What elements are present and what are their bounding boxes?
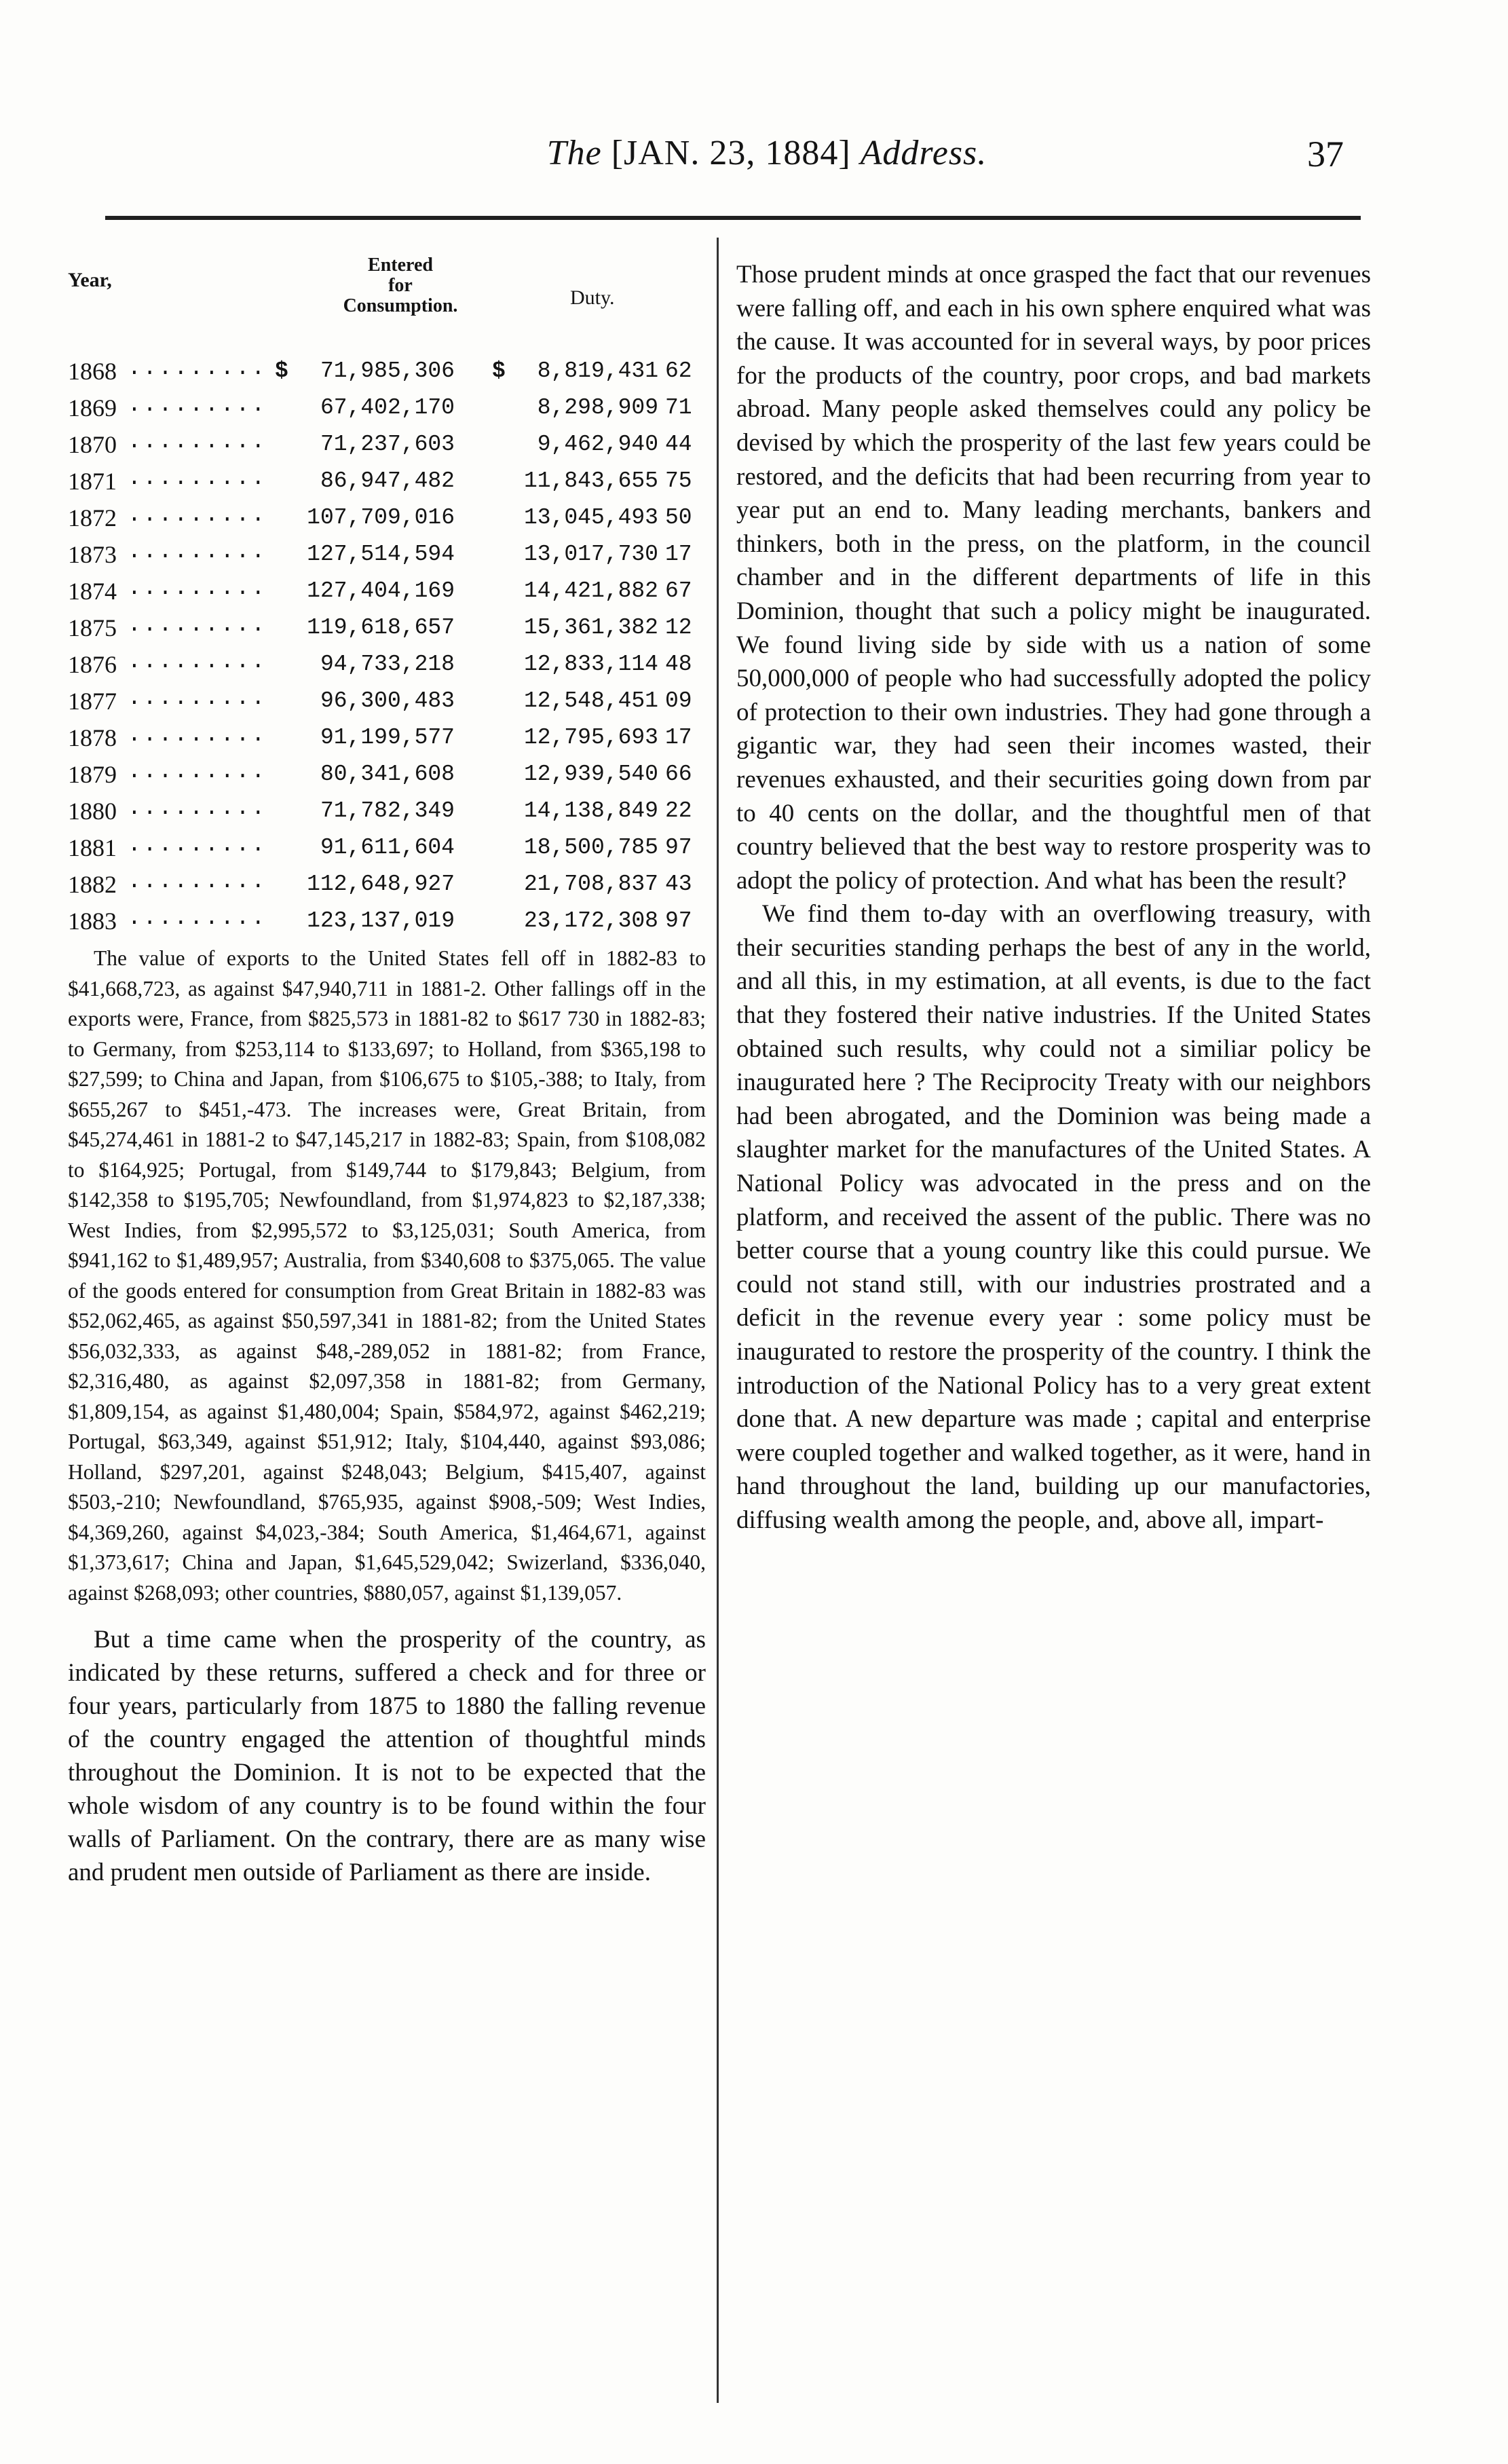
cents-cell: 97	[665, 908, 692, 933]
year-cell: 1877	[68, 688, 117, 715]
duty-column-header: Duty.	[570, 286, 615, 309]
cents-cell: 48	[665, 652, 692, 677]
table-row	[68, 500, 706, 536]
duty-cell: 13,045,493	[523, 505, 658, 530]
year-cell: 1875	[68, 614, 117, 641]
entered-cell: 112,648,927	[307, 872, 455, 897]
duty-cell: 9,462,940	[537, 432, 658, 457]
entered-cell: 71,985,306	[320, 358, 455, 384]
year-cell: 1880	[68, 798, 117, 825]
entered-cell: 94,733,218	[320, 652, 455, 677]
table-row	[68, 463, 706, 500]
table-row	[68, 903, 706, 939]
table-row	[68, 426, 706, 463]
leader-dots: .........	[128, 612, 267, 637]
table-row	[68, 720, 706, 756]
entered-cell: 80,341,608	[320, 762, 455, 787]
entered-cell: 91,199,577	[320, 725, 455, 750]
leader-dots: .........	[128, 466, 267, 491]
year-cell: 1872	[68, 504, 117, 531]
dollar-sign: $	[492, 358, 506, 384]
leader-dots: .........	[128, 906, 267, 931]
year-cell: 1870	[68, 431, 117, 458]
leader-dots: .........	[128, 686, 267, 711]
leader-dots: .........	[128, 832, 267, 857]
page-number: 37	[1307, 134, 1344, 174]
year-cell: 1876	[68, 651, 117, 678]
leader-dots: .........	[128, 869, 267, 894]
entered-cell: 91,611,604	[320, 835, 455, 860]
entered-header-line-2: for	[388, 275, 413, 296]
leader-dots: .........	[128, 722, 267, 747]
cents-cell: 71	[665, 395, 692, 420]
cents-cell: 97	[665, 835, 692, 860]
running-header	[102, 133, 1391, 194]
running-title	[441, 133, 1093, 173]
title-date: [JAN. 23, 1884]	[611, 134, 851, 172]
entered-cell: 71,782,349	[320, 798, 455, 823]
cents-cell: 67	[665, 578, 692, 603]
leader-dots: .........	[128, 759, 267, 784]
duty-cell: 11,843,655	[523, 468, 658, 493]
leader-dots: .........	[128, 649, 267, 674]
cents-cell: 22	[665, 798, 692, 823]
leader-dots: .........	[128, 502, 267, 527]
duty-cell: 21,708,837	[523, 872, 658, 897]
year-cell: 1882	[68, 871, 117, 898]
title-word: The	[546, 134, 602, 172]
entered-cell: 96,300,483	[320, 688, 455, 713]
year-cell: 1873	[68, 541, 117, 568]
duty-cell: 8,819,431	[537, 358, 658, 384]
duty-cell: 14,138,849	[523, 798, 658, 823]
duty-cell: 15,361,382	[523, 615, 658, 640]
leader-dots: .........	[128, 356, 267, 381]
table-header	[68, 251, 706, 353]
table-row	[68, 646, 706, 683]
cents-cell: 66	[665, 762, 692, 787]
cents-cell: 17	[665, 542, 692, 567]
year-cell: 1871	[68, 468, 117, 495]
leader-dots: .........	[128, 392, 267, 417]
duty-cell: 12,548,451	[523, 688, 658, 713]
table-row	[68, 866, 706, 903]
cents-cell: 50	[665, 505, 692, 530]
table-row	[68, 829, 706, 866]
entered-cell: 86,947,482	[320, 468, 455, 493]
table-row	[68, 793, 706, 829]
cents-cell: 75	[665, 468, 692, 493]
duty-cell: 13,017,730	[523, 542, 658, 567]
left-column	[68, 251, 706, 1889]
imports-table	[68, 251, 706, 939]
table-row	[68, 610, 706, 646]
right-paragraph-2: We find them to-day with an overflowing treasury, with their securities standing perhaps the best of any in the world, and all this, in my estimation, at all events, is due to the fact that they fostered their native industries. If the United States obtained such results, why could not a similiar policy be inaugurated here ? The Reciprocity Treaty with our neighbors had been abrogated, and the Dominion was being made a slaughter market for the manufactures of the United States. A National Policy was advocated in the press and on the platform, and received the assent of the public. There was no better course that a young country like this could pursue. We could not stand still, with our industries prostrated and a deficit in the revenue every year : some policy must be inaugurated to restore the prosperity of the country. I think the introduction of the National Policy has to a very great extent done that. A new departure was made ; capital and enterprise were coupled together and walked together, as it were, hand in hand throughout the land, building up our manufactories, diffusing wealth among the people, and, above all, impart-	[736, 900, 1371, 1534]
entered-header-line-1: Entered	[368, 255, 433, 276]
cents-cell: 44	[665, 432, 692, 457]
entered-column-header	[333, 255, 468, 316]
year-column-header: Year,	[68, 269, 112, 291]
entered-cell: 127,514,594	[307, 542, 455, 567]
cents-cell: 43	[665, 872, 692, 897]
right-paragraph-1: Those prudent minds at once grasped the fact that our revenues were falling off, and each in his own sphere enquired what was the cause. It was accounted for in several ways, by poor prices for the products of the country, poor crops, and bad markets abroad. Many people asked themselves could any policy be devised by which the prosperity of the last few years could be restored, and the deficits that had been recurring from year to year put an end to. Many leading merchants, bankers and thinkers, both in the press, on the platform, in the council chamber and in the different departments of life in this Dominion, thought that such a policy might be inaugurated. We found living side by side with us a nation of some 50,000,000 of people who had successfully adopted the policy of protection to their own industries. They had gone through a gigantic war, they had seen their incomes wasted, their revenues exhausted, and their securities going down from par to 40 cents on the dollar, and the thoughtful men of that country believed that the best way to restore prosperity was to adopt the policy of protection. And what has been the result?	[736, 261, 1371, 895]
table-row	[68, 536, 706, 573]
duty-cell: 12,939,540	[523, 762, 658, 787]
cents-cell: 12	[665, 615, 692, 640]
column-divider	[717, 238, 719, 2403]
duty-cell: 18,500,785	[523, 835, 658, 860]
title-end: Address.	[860, 134, 987, 172]
leader-dots: .........	[128, 796, 267, 821]
exports-paragraph: The value of exports to the United States fell off in 1882-83 to $41,668,723, as against $47,940,711 in 1881-2. Other fallings off in the exports were, France, from $825,573 in 1881-82 to $617 730 in 1882-83; to Germany, from $253,114 to $133,697; to Holland, from $365,198 to $27,599; to China and Japan, from $106,675 to $105,-388; to Italy, from $655,267 to $451,-473. The increases were, Great Britain, from $45,274,461 in 1881-2 to $47,145,217 in 1882-83; Spain, from $108,082 to $164,925; Portugal, from $149,744 to $179,843; Belgium, from $142,358 to $195,705; Newfoundland, from $1,974,823 to $2,187,338; West Indies, from $2,995,572 to $3,125,031; South America, from $941,162 to $1,489,957; Australia, from $340,608 to $375,065. The value of the goods entered for consumption from Great Britain in 1882-83 was $52,062,465, as against $50,597,341 in 1881-82; from the United States $56,032,333, as against $48,-289,052 in 1881-82; from France, $2,316,480, as against $2,097,358 in 1881-82; from Germany, $1,809,154, as against $1,480,004; Spain, $584,972, against $462,219; Portugal, $63,349, against $51,912; Italy, $104,440, against $93,086; Holland, $297,201, against $248,043; Belgium, $415,407, against $503,-210; Newfoundland, $765,935, against $908,-509; West Indies, $4,369,260, against $4,023,-384; South America, $1,464,671, against $1,373,617; China and Japan, $1,645,529,042; Swizerland, $336,040, against $268,093; other countries, $880,057, against $1,139,057.	[68, 946, 706, 1605]
table-row	[68, 353, 706, 390]
cents-cell: 17	[665, 725, 692, 750]
year-cell: 1881	[68, 834, 117, 861]
entered-cell: 71,237,603	[320, 432, 455, 457]
entered-cell: 107,709,016	[307, 505, 455, 530]
duty-cell: 14,421,882	[523, 578, 658, 603]
duty-cell: 8,298,909	[537, 395, 658, 420]
table-row	[68, 683, 706, 720]
year-cell: 1874	[68, 578, 117, 605]
table-row	[68, 573, 706, 610]
year-cell: 1879	[68, 761, 117, 788]
cents-cell: 09	[665, 688, 692, 713]
cents-cell: 62	[665, 358, 692, 384]
entered-cell: 119,618,657	[307, 615, 455, 640]
dollar-sign: $	[275, 358, 288, 384]
leader-dots: .........	[128, 429, 267, 454]
table-body	[68, 353, 706, 939]
table-row	[68, 390, 706, 426]
table-row	[68, 756, 706, 793]
duty-cell: 12,833,114	[523, 652, 658, 677]
entered-header-line-3: Consumption.	[343, 295, 458, 316]
leader-dots: .........	[128, 539, 267, 564]
header-rule	[105, 216, 1361, 220]
leader-dots: .........	[128, 576, 267, 601]
year-cell: 1869	[68, 394, 117, 422]
entered-cell: 67,402,170	[320, 395, 455, 420]
entered-cell: 127,404,169	[307, 578, 455, 603]
year-cell: 1883	[68, 908, 117, 935]
duty-cell: 12,795,693	[523, 725, 658, 750]
year-cell: 1868	[68, 358, 117, 385]
entered-cell: 123,137,019	[307, 908, 455, 933]
duty-cell: 23,172,308	[523, 908, 658, 933]
right-column	[736, 258, 1371, 1537]
left-body-paragraph: But a time came when the prosperity of the country, as indicated by these returns, suffered a check and for three or four years, particularly from 1875 to 1880 the falling revenue of the country engaged the attention of thoughtful minds throughout the Dominion. It is not to be expected that the whole wisdom of any country is to be found within the four walls of Parliament. On the contrary, there are as many wise and prudent men outside of Parliament as there are inside.	[68, 1626, 706, 1886]
year-cell: 1878	[68, 724, 117, 751]
